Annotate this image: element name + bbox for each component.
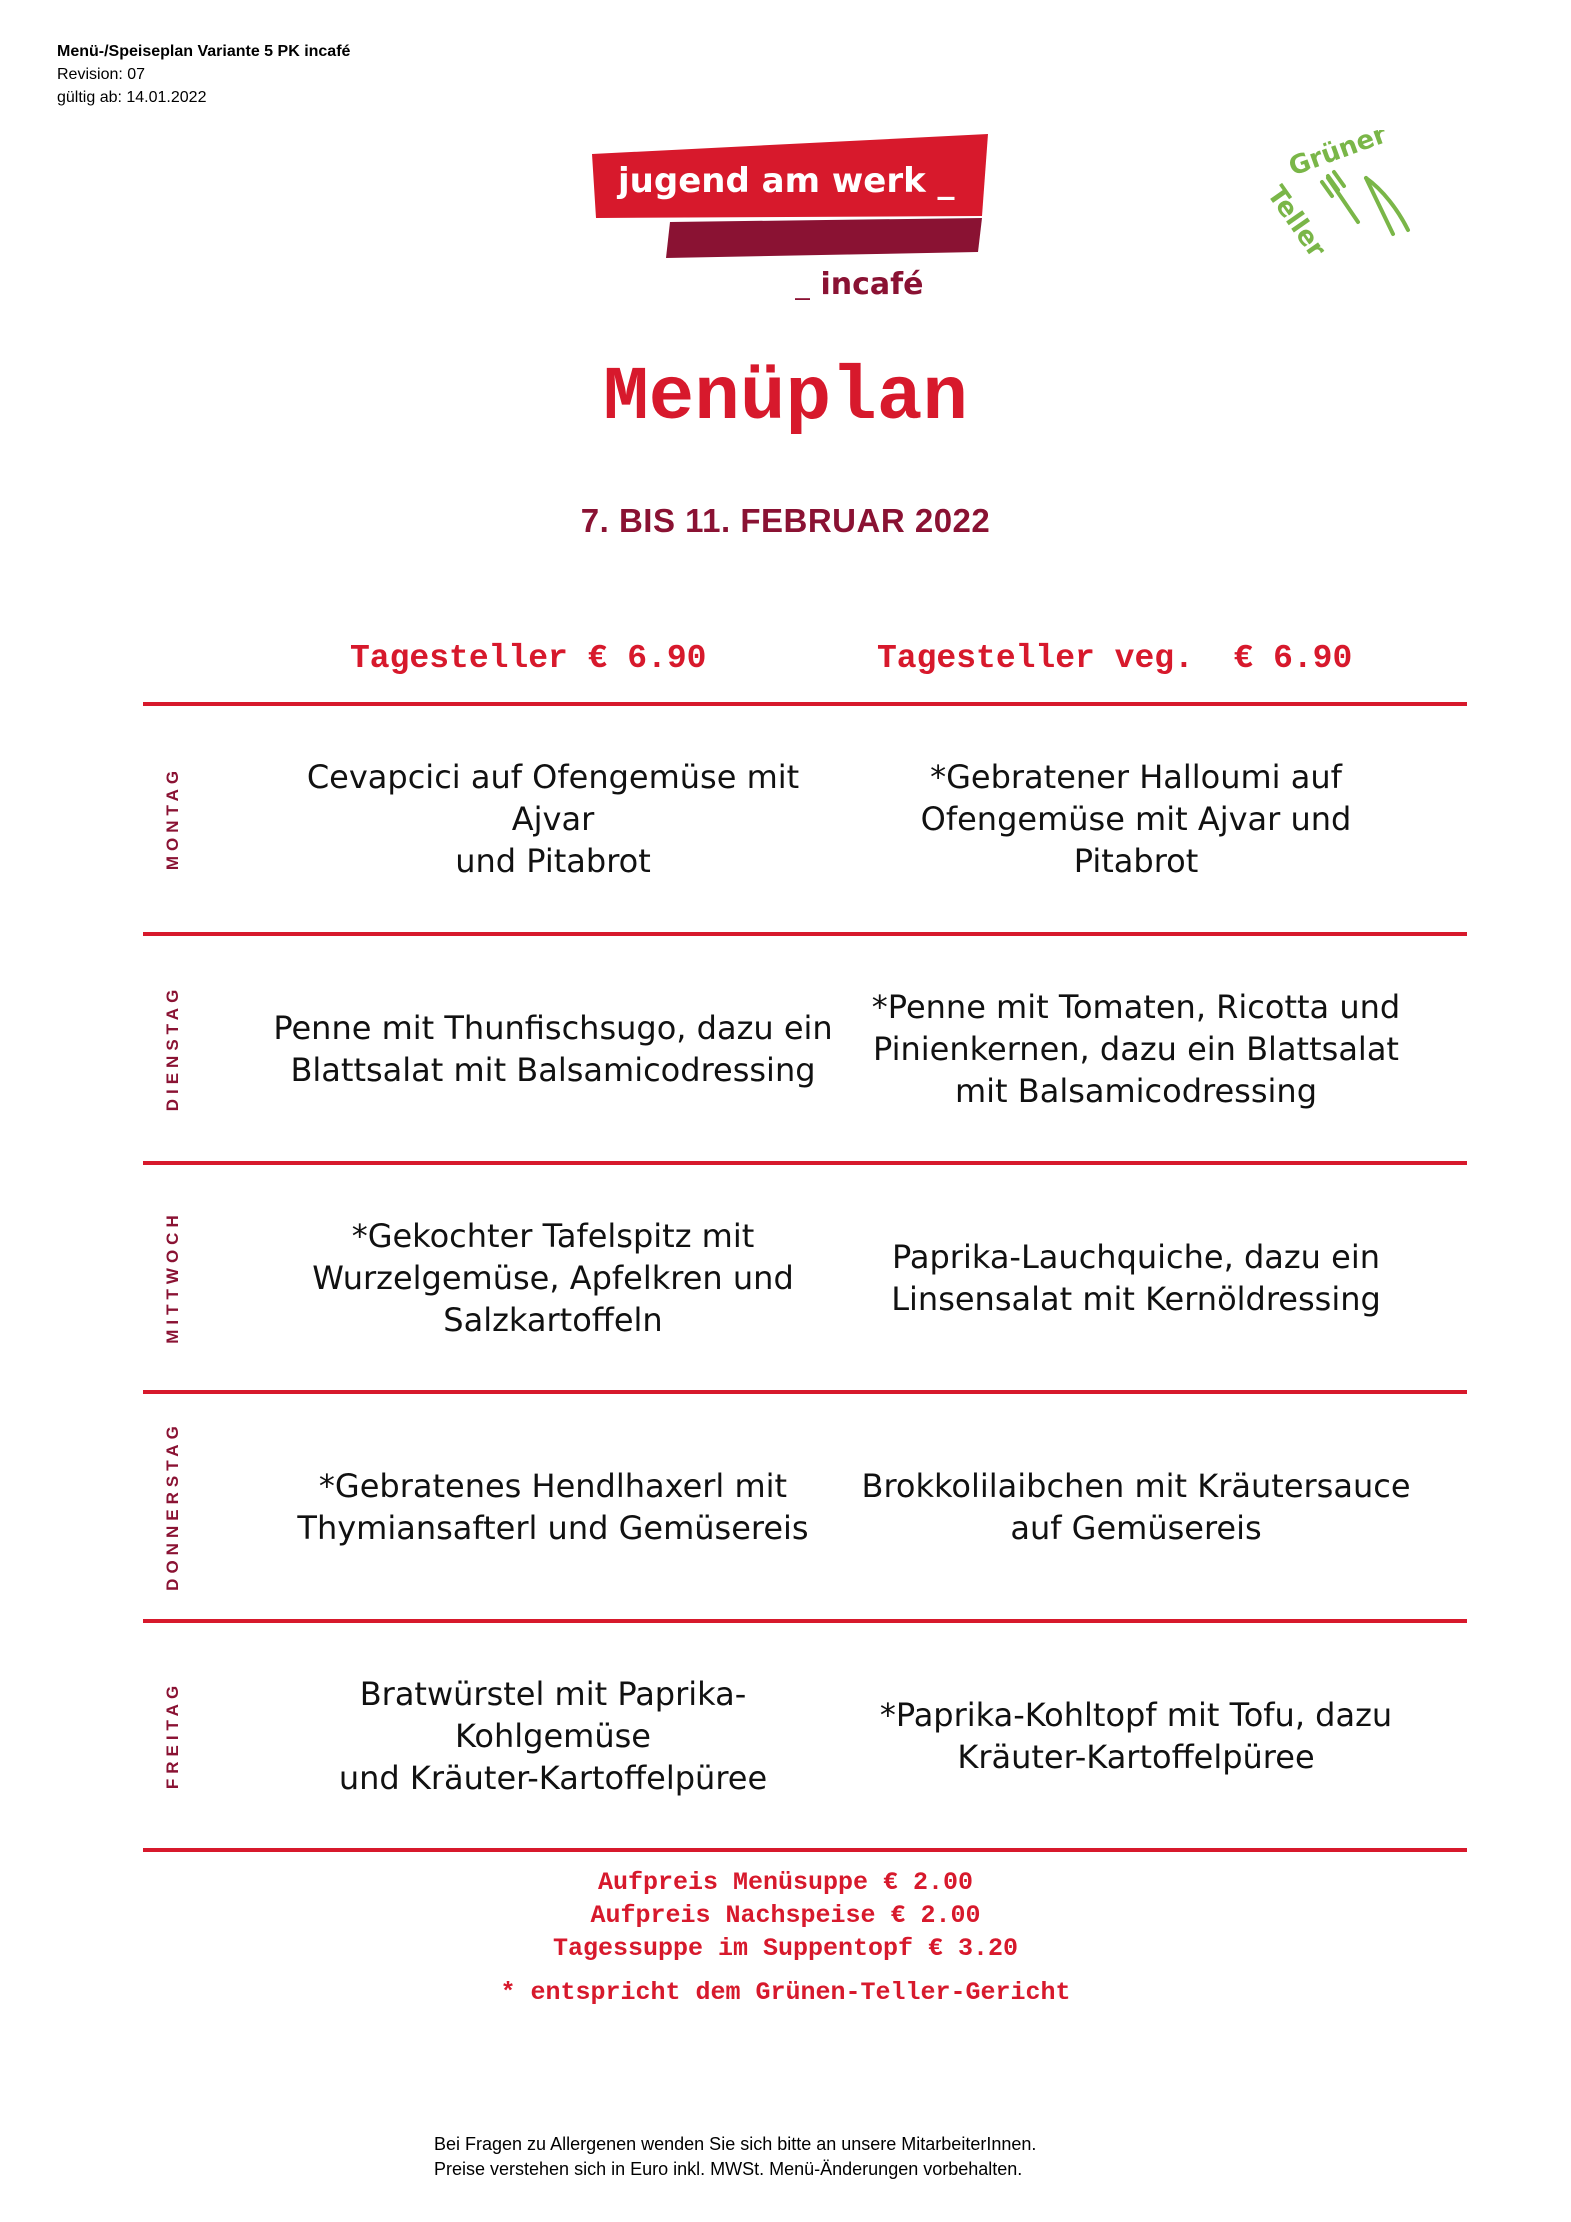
extra-daily-soup-price: Tagessuppe im Suppentopf € 3.20 — [552, 1934, 1019, 1963]
dish-meat: Bratwürstel mit Paprika-Kohlgemüse und Kräuter-Kartoffelpüree — [338, 1674, 768, 1797]
jugend-am-werk-logo — [590, 132, 990, 300]
dish-meat: *Gekochter Tafelspitz mit Wurzelgemüse, Apfelkren und Salzkartoffeln — [312, 1216, 794, 1339]
day-label: DONNERSTAG — [163, 1421, 182, 1591]
price-notice: Preise verstehen sich in Euro inkl. MWSt. Menü-Änderungen vorbehalten. — [434, 2159, 1023, 2179]
dish-vegetarian: Brokkolilaibchen mit Kräutersauce auf Gemüsereis — [861, 1466, 1411, 1547]
dish-meat: *Gebratenes Hendlhaxerl mit Thymiansafterl und Gemüsereis — [297, 1466, 809, 1547]
dish-vegetarian: *Gebratener Halloumi auf Ofengemüse mit Ajvar und Pitabrot — [920, 757, 1352, 880]
page-title: Menüplan — [603, 355, 968, 441]
menu-row-friday — [143, 1623, 1467, 1848]
revision-label: Revision: 07 — [57, 66, 146, 83]
dish-meat: Cevapcici auf Ofengemüse mit Ajvar und Pitabrot — [306, 757, 800, 880]
dish-meat: Penne mit Thunfischsugo, dazu ein Blattsalat mit Balsamicodressing — [273, 1008, 833, 1089]
badge-line1: Grüner — [1284, 130, 1391, 183]
menu-row-tuesday — [143, 936, 1467, 1161]
logo-sub-text: _ incafé — [795, 267, 924, 300]
day-label: MONTAG — [163, 765, 182, 871]
day-label: FREITAG — [163, 1680, 182, 1790]
date-range: 7. BIS 11. FEBRUAR 2022 — [580, 502, 991, 539]
extra-soup-price: Aufpreis Menüsuppe € 2.00 — [597, 1868, 974, 1897]
day-label: DIENSTAG — [163, 984, 182, 1112]
menu-row-wednesday — [143, 1165, 1467, 1390]
menu-row-thursday — [143, 1394, 1467, 1619]
footer-notice — [434, 2132, 1036, 2182]
column-header-vegetarian: Tagesteller veg. € 6.90 — [877, 640, 1353, 677]
day-label: MITTWOCH — [163, 1210, 182, 1344]
column-header-meat: Tagesteller € 6.90 — [350, 640, 707, 677]
document-title: Menü-/Speiseplan Variante 5 PK incafé — [57, 43, 351, 60]
allergen-notice: Bei Fragen zu Allergenen wenden Sie sich bitte an unsere MitarbeiterInnen. — [434, 2134, 1037, 2154]
document-meta — [57, 40, 350, 109]
logo-brand-text: jugend am werk _ — [618, 161, 955, 201]
dish-vegetarian: *Paprika-Kohltopf mit Tofu, dazu Kräuter-Kartoffelpüree — [879, 1695, 1393, 1776]
gruener-teller-logo — [1248, 130, 1418, 270]
green-plate-note: * entspricht dem Grünen-Teller-Gericht — [500, 1978, 1071, 2007]
valid-from-label: gültig ab: 14.01.2022 — [57, 89, 207, 106]
fork-knife-icon — [1322, 172, 1408, 234]
extra-dessert-price: Aufpreis Nachspeise € 2.00 — [590, 1901, 981, 1930]
menu-row-monday — [143, 706, 1467, 931]
dish-vegetarian: Paprika-Lauchquiche, dazu ein Linsensalat mit Kernöldressing — [891, 1237, 1381, 1318]
divider — [143, 1848, 1467, 1852]
badge-line2: Teller — [1260, 180, 1332, 264]
dish-vegetarian: *Penne mit Tomaten, Ricotta und Pinienkernen, dazu ein Blattsalat mit Balsamicodressing — [871, 987, 1401, 1110]
